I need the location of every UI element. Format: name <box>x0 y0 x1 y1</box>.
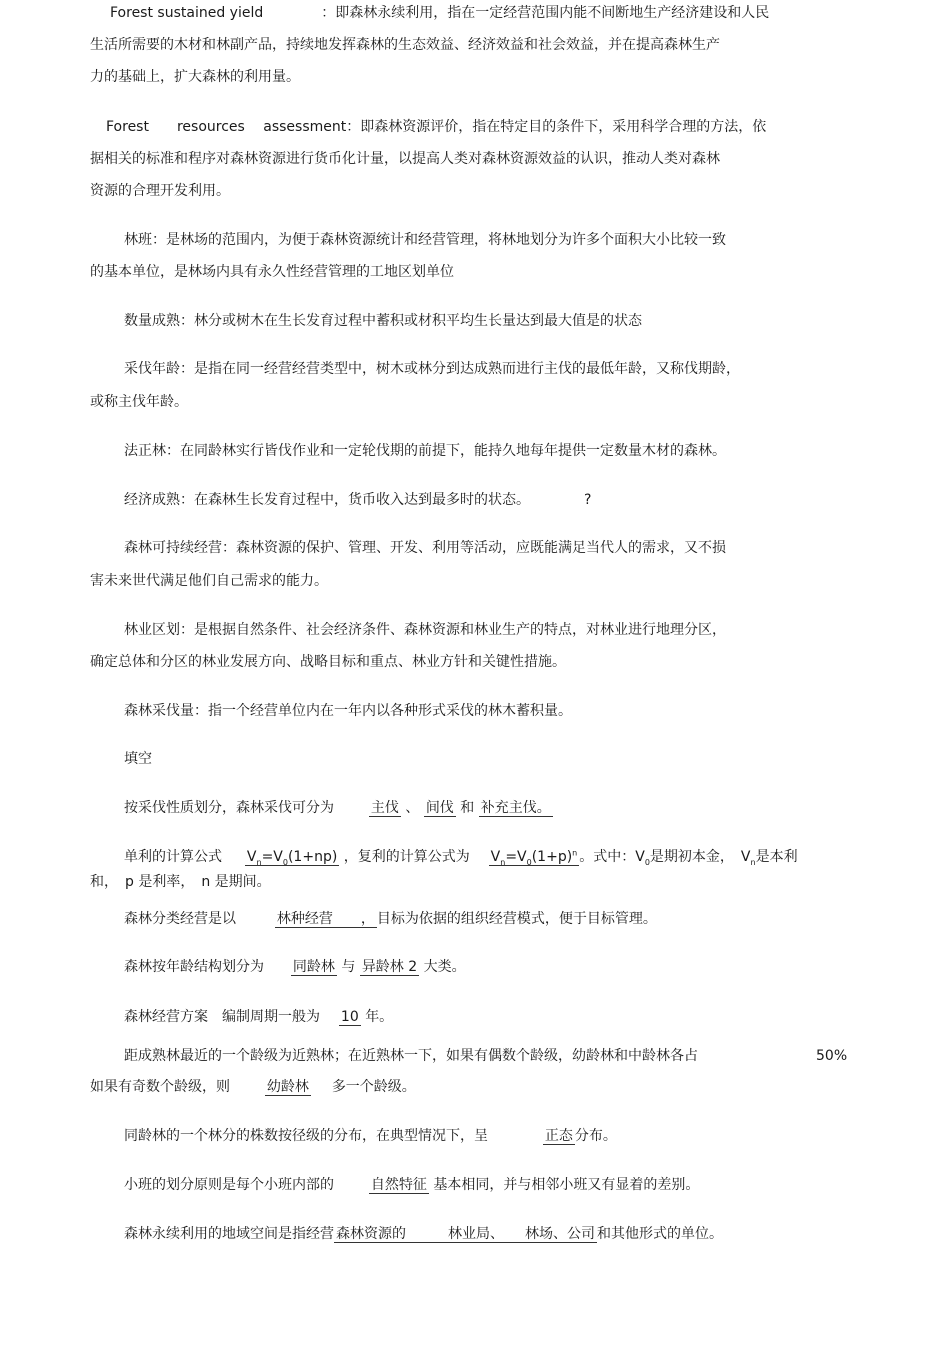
definition-9-line-2: 确定总体和分区的林业发展方向、战略目标和重点、林业方针和关键性措施。 <box>90 654 566 670</box>
answer-blank: 森林资源的 林业局、 林场、公司 <box>336 1226 595 1242</box>
definition-7-line-1: 经济成熟：在森林生长发育过程中，货币收入达到最多时的状态。 ? <box>124 492 592 508</box>
definition-text: 林分或树木在生长发育过程中蓄积或材积平均生长量达到最大值是的状态 <box>194 313 642 329</box>
answer-blank: 同龄林 <box>292 959 335 975</box>
fill-question-5: 森林经营方案 编制周期一般为 10 年。 <box>124 1009 394 1025</box>
definition-term: 数量成熟 <box>124 313 180 329</box>
definition-text: 森林资源的保护、管理、开发、利用等活动，应既能满足当代人的需求，又不损 <box>236 540 726 556</box>
compound-interest-formula: $V_n=V_0(1+p)^n$ <box>490 848 578 867</box>
definition-2-line-1: Forest resources assessment：即森林资源评价，指在特定目的条件下，采用科学合理的方法，依 <box>106 119 767 135</box>
definition-text: 指一个经营单位内在一年内以各种形式采伐的林木蓄积量。 <box>208 703 572 719</box>
definition-8-line-1: 森林可持续经营：森林资源的保护、管理、开发、利用等活动，应既能满足当代人的需求，又不损 <box>124 540 726 556</box>
definition-term: 采伐年龄 <box>124 361 180 377</box>
definition-text: 在同龄林实行皆伐作业和一定轮伐期的前提下，能持久地每年提供一定数量木材的森林。 <box>180 443 726 459</box>
definition-term: 森林采伐量 <box>124 703 194 719</box>
answer-blank: 正态 <box>544 1128 573 1144</box>
definition-9-line-1: 林业区划：是根据自然条件、社会经济条件、森林资源和林业生产的特点，对林业进行地理分区， <box>124 622 726 638</box>
answer-blank: 自然特征 <box>370 1177 427 1193</box>
section-title: 填空 <box>124 751 152 767</box>
definition-1-line-2: 生活所需要的木材和林副产品，持续地发挥森林的生态效益、经济效益和社会效益，并在提高森林生产 <box>90 37 720 53</box>
definition-4-line-1: 数量成熟：林分或树木在生长发育过程中蓄积或材积平均生长量达到最大值是的状态 <box>124 313 642 329</box>
definition-text: 即森林永续利用，指在一定经营范围内能不间断地生产经济建设和人民 <box>335 5 770 21</box>
definition-10-line-1: 森林采伐量：指一个经营单位内在一年内以各种形式采伐的林木蓄积量。 <box>124 703 572 719</box>
definition-5-line-1: 采伐年龄：是指在同一经营经营类型中，树木或林分到达成熟而进行主伐的最低年龄，又称伐期龄， <box>124 361 740 377</box>
answer-blank: 间伐 <box>425 800 454 816</box>
fill-question-6: 距成熟林最近的一个龄级为近熟林；在近熟林一下，如果有偶数个龄级，幼龄林和中龄林各占 <box>124 1048 698 1064</box>
question-mark: ? <box>584 492 592 508</box>
definition-text: 是指在同一经营经营类型中，树木或林分到达成熟而进行主伐的最低年龄，又称伐期龄， <box>194 361 740 377</box>
definition-1-line-3: 力的基础上，扩大森林的利用量。 <box>90 69 300 85</box>
fill-question-2-line-2: 和， p 是利率， n 是期间。 <box>90 874 271 890</box>
fill-question-8: 小班的划分原则是每个小班内部的 自然特征 基本相同，并与相邻小班又有显着的差别。 <box>124 1177 700 1193</box>
fill-question-6-percent: 50% <box>816 1048 848 1064</box>
definition-text: 是林场的范围内，为便于森林资源统计和经营管理，将林地划分为许多个面积大小比较一致 <box>166 232 726 248</box>
definition-term: Forest resources assessment <box>106 119 347 135</box>
answer-blank: 异龄林 2 <box>361 959 418 975</box>
fill-question-1: 按采伐性质划分，森林采伐可分为 主伐 、 间伐 和 补充主伐。 <box>124 800 551 816</box>
answer-blank: 10 <box>340 1009 359 1025</box>
definition-term: 林班 <box>124 232 152 248</box>
definition-2-line-2: 据相关的标准和程序对森林资源进行货币化计量，以提高人类对森林资源效益的认识，推动人类对森林 <box>90 151 720 167</box>
fill-question-4: 森林按年龄结构划分为 同龄林 与 异龄林 2 大类。 <box>124 959 466 975</box>
definition-term: 森林可持续经营 <box>124 540 222 556</box>
answer-blank: 补充主伐。 <box>480 800 551 816</box>
definition-2-line-3: 资源的合理开发利用。 <box>90 183 230 199</box>
answer-blank: 幼龄林 <box>266 1079 309 1095</box>
answer-blank: 林种经营 ， <box>276 911 375 927</box>
fill-question-9: 森林永续利用的地域空间是指经营 森林资源的 林业局、 林场、公司 和其他形式的单位。 <box>124 1226 723 1242</box>
definition-5-line-2: 或称主伐年龄。 <box>90 394 188 410</box>
definition-term: Forest sustained yield <box>110 5 264 21</box>
fill-question-2: 单利的计算公式 $V_n=V_0(1+np)$ ，复利的计算公式为 $V_n=V_0(1+p)^n$ 。式中：$V_0$是期初本金， $V_n$是本利 <box>124 848 798 867</box>
definition-3-line-2: 的基本单位，是林场内具有永久性经营管理的工地区划单位 <box>90 264 454 280</box>
definition-term: 法正林 <box>124 443 166 459</box>
definition-term: 林业区划 <box>124 622 180 638</box>
definition-6-line-1: 法正林：在同龄林实行皆伐作业和一定轮伐期的前提下，能持久地每年提供一定数量木材的森林。 <box>124 443 726 459</box>
fill-question-3: 森林分类经营是以 林种经营 ， 目标为依据的组织经营模式，便于目标管理。 <box>124 911 657 927</box>
fill-question-6-line-2: 如果有奇数个龄级，则 幼龄林 多一个龄级。 <box>90 1079 416 1095</box>
definition-text: 在森林生长发育过程中，货币收入达到最多时的状态。 <box>194 492 530 508</box>
definition-1-line-1: Forest sustained yield ：即森林永续利用，指在一定经营范围内能不间断地生产经济建设和人民 <box>110 5 770 21</box>
fill-question-7: 同龄林的一个林分的株数按径级的分布，在典型情况下，呈 正态 分布。 <box>124 1128 617 1144</box>
definition-text: 是根据自然条件、社会经济条件、森林资源和林业生产的特点，对林业进行地理分区， <box>194 622 726 638</box>
answer-blank: 主伐 <box>370 800 399 816</box>
definition-term: 经济成熟 <box>124 492 180 508</box>
definition-3-line-1: 林班：是林场的范围内，为便于森林资源统计和经营管理，将林地划分为许多个面积大小比较一致 <box>124 232 726 248</box>
definition-text: 即森林资源评价，指在特定目的条件下，采用科学合理的方法，依 <box>360 119 767 135</box>
definition-8-line-2: 害未来世代满足他们自己需求的能力。 <box>90 573 328 589</box>
simple-interest-formula: $V_n=V_0(1+np)$ <box>246 849 338 867</box>
